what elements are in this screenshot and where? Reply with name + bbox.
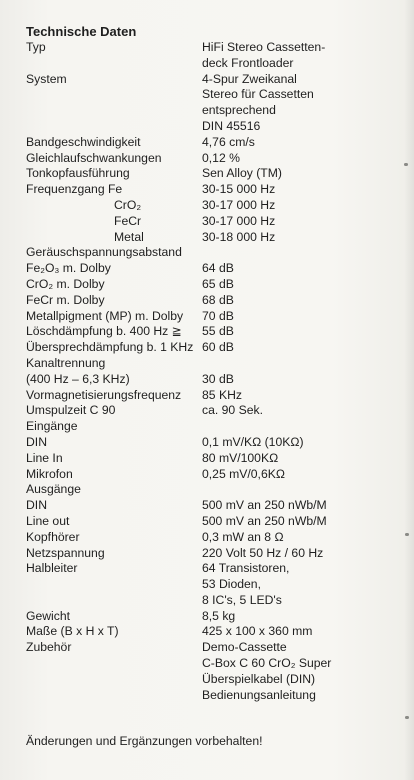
spec-label: Kanaltrennung xyxy=(26,355,106,370)
spec-value: 30-18 000 Hz xyxy=(202,229,276,244)
spec-label: Übersprechdämpfung b. 1 KHz xyxy=(26,340,194,355)
spec-label xyxy=(26,593,202,609)
spec-value: 0,1 mV/KΩ (10KΩ) xyxy=(202,434,304,449)
spec-value: 220 Volt 50 Hz / 60 Hz xyxy=(202,545,324,560)
spec-label: Bandgeschwindigkeit xyxy=(26,134,141,149)
spec-row xyxy=(26,372,396,388)
spec-value: Demo-Cassette xyxy=(202,640,287,655)
spec-row xyxy=(26,451,396,467)
spec-label: Umspulzeit C 90 xyxy=(26,403,116,418)
spec-value: 0,12 % xyxy=(202,150,240,165)
spec-label: Löschdämpfung b. 400 Hz ≧ xyxy=(26,324,182,339)
spec-value: 4-Spur Zweikanal xyxy=(202,71,297,86)
spec-value: Überspielkabel (DIN) xyxy=(202,671,316,686)
spec-value: 53 Dioden, xyxy=(202,577,261,592)
spec-label: Line out xyxy=(26,513,70,528)
spec-value xyxy=(202,245,396,261)
spec-label: Zubehör xyxy=(26,640,72,655)
spec-row xyxy=(26,40,396,56)
spec-label: Geräuschspannungsabstand xyxy=(26,245,182,260)
spec-value xyxy=(202,356,396,372)
spec-row xyxy=(26,609,396,625)
spec-value: 70 dB xyxy=(202,308,234,323)
spec-value: 64 dB xyxy=(202,261,234,276)
spec-row xyxy=(26,546,396,562)
spec-label: Gewicht xyxy=(26,608,71,623)
spec-label: (400 Hz – 6,3 KHz) xyxy=(26,371,130,386)
spec-row xyxy=(26,340,396,356)
spec-value: 64 Transistoren, xyxy=(202,561,290,576)
spec-label xyxy=(26,577,202,593)
spec-label: Ausgänge xyxy=(26,482,81,497)
spec-label: Metallpigment (MP) m. Dolby xyxy=(26,308,184,323)
spec-value: 0,3 mW an 8 Ω xyxy=(202,529,284,544)
spec-label: Fe₂O₃ m. Dolby xyxy=(26,261,111,276)
spec-row xyxy=(26,435,396,451)
spec-value: 425 x 100 x 360 mm xyxy=(202,624,313,639)
spec-row xyxy=(26,482,396,498)
spec-row xyxy=(26,87,396,103)
spec-label xyxy=(26,119,202,135)
spec-row xyxy=(26,182,396,198)
spec-row xyxy=(26,135,396,151)
spec-row xyxy=(26,151,396,167)
spec-value: 8 IC's, 5 LED's xyxy=(202,592,282,607)
spec-row xyxy=(26,166,396,182)
spec-value: entsprechend xyxy=(202,103,276,118)
spec-label xyxy=(26,56,202,72)
spec-value: Bedienungsanleitung xyxy=(202,687,316,702)
spec-row xyxy=(26,356,396,372)
spec-label: Gleichlaufschwankungen xyxy=(26,150,162,165)
spec-value xyxy=(202,482,396,498)
footer-note: Änderungen und Ergänzungen vorbehalten! xyxy=(26,734,263,748)
spec-value: DIN 45516 xyxy=(202,118,261,133)
spec-value: 30-17 000 Hz xyxy=(202,197,276,212)
spec-row xyxy=(26,688,396,704)
spec-label: DIN xyxy=(26,434,47,449)
spec-value: C-Box C 60 CrO₂ Super xyxy=(202,656,332,671)
paper-speck xyxy=(405,533,409,536)
spec-table xyxy=(26,40,396,703)
spec-label xyxy=(26,688,202,704)
spec-label: Tonkopfausführung xyxy=(26,166,130,181)
spec-label: Vormagnetisierungsfrequenz xyxy=(26,387,182,402)
spec-label: Mikrofon xyxy=(26,466,73,481)
spec-value: 500 mV an 250 nWb/M xyxy=(202,498,327,513)
spec-label: Typ xyxy=(26,40,46,54)
paper-speck xyxy=(404,163,408,166)
spec-value: 30-17 000 Hz xyxy=(202,213,276,228)
spec-row xyxy=(26,593,396,609)
spec-value: 8,5 kg xyxy=(202,608,236,623)
spec-row xyxy=(26,103,396,119)
spec-label: System xyxy=(26,71,67,86)
spec-label: Metal xyxy=(114,229,144,244)
spec-row xyxy=(26,514,396,530)
spec-row xyxy=(26,277,396,293)
spec-value: 65 dB xyxy=(202,276,234,291)
spec-label: Eingänge xyxy=(26,419,78,434)
spec-row xyxy=(26,561,396,577)
spec-row xyxy=(26,56,396,72)
spec-label: FeCr m. Dolby xyxy=(26,292,105,307)
spec-row xyxy=(26,309,396,325)
spec-value: 60 dB xyxy=(202,340,234,355)
spec-row xyxy=(26,498,396,514)
spec-value: 500 mV an 250 nWb/M xyxy=(202,513,327,528)
spec-row xyxy=(26,72,396,88)
page-edge-shadow xyxy=(404,0,414,780)
spec-row xyxy=(26,656,396,672)
paper-speck xyxy=(405,716,409,719)
spec-row xyxy=(26,403,396,419)
spec-value: Stereo für Cassetten xyxy=(202,87,314,102)
spec-value: ca. 90 Sek. xyxy=(202,403,263,418)
spec-label: Halbleiter xyxy=(26,561,78,576)
spec-row xyxy=(26,419,396,435)
spec-value: 85 KHz xyxy=(202,387,242,402)
spec-row xyxy=(26,214,396,230)
spec-label: Frequenzgang Fe xyxy=(26,182,123,197)
spec-row xyxy=(26,230,396,246)
spec-label: Maße (B x H x T) xyxy=(26,624,119,639)
section-heading: Technische Daten xyxy=(26,24,137,39)
spec-label: DIN xyxy=(26,498,47,513)
spec-label xyxy=(26,672,202,688)
spec-value: 30-15 000 Hz xyxy=(202,182,276,197)
spec-row xyxy=(26,261,396,277)
spec-row xyxy=(26,388,396,404)
spec-row xyxy=(26,198,396,214)
spec-value: 55 dB xyxy=(202,324,234,339)
spec-value: 68 dB xyxy=(202,292,234,307)
spec-value: 30 dB xyxy=(202,371,234,386)
spec-value: 80 mV/100KΩ xyxy=(202,450,279,465)
spec-row xyxy=(26,245,396,261)
spec-label: CrO₂ m. Dolby xyxy=(26,276,105,291)
spec-label xyxy=(26,103,202,119)
spec-row xyxy=(26,530,396,546)
spec-row xyxy=(26,293,396,309)
spec-row xyxy=(26,624,396,640)
spec-value: 0,25 mV/0,6KΩ xyxy=(202,466,285,481)
spec-row xyxy=(26,577,396,593)
spec-label: Kopfhörer xyxy=(26,529,80,544)
spec-value: HiFi Stereo Cassetten- xyxy=(202,40,326,54)
spec-row xyxy=(26,324,396,340)
spec-row xyxy=(26,672,396,688)
spec-row xyxy=(26,467,396,483)
spec-value: Sen Alloy (TM) xyxy=(202,166,282,181)
spec-label xyxy=(26,87,202,103)
spec-value: 4,76 cm/s xyxy=(202,134,255,149)
spec-label: FeCr xyxy=(114,213,142,228)
spec-label: Netzspannung xyxy=(26,545,105,560)
spec-row xyxy=(26,640,396,656)
spec-value: deck Frontloader xyxy=(202,55,294,70)
spec-row xyxy=(26,119,396,135)
spec-label: Line In xyxy=(26,450,63,465)
spec-label: CrO₂ xyxy=(114,197,142,212)
spec-label xyxy=(26,656,202,672)
spec-value xyxy=(202,419,396,435)
